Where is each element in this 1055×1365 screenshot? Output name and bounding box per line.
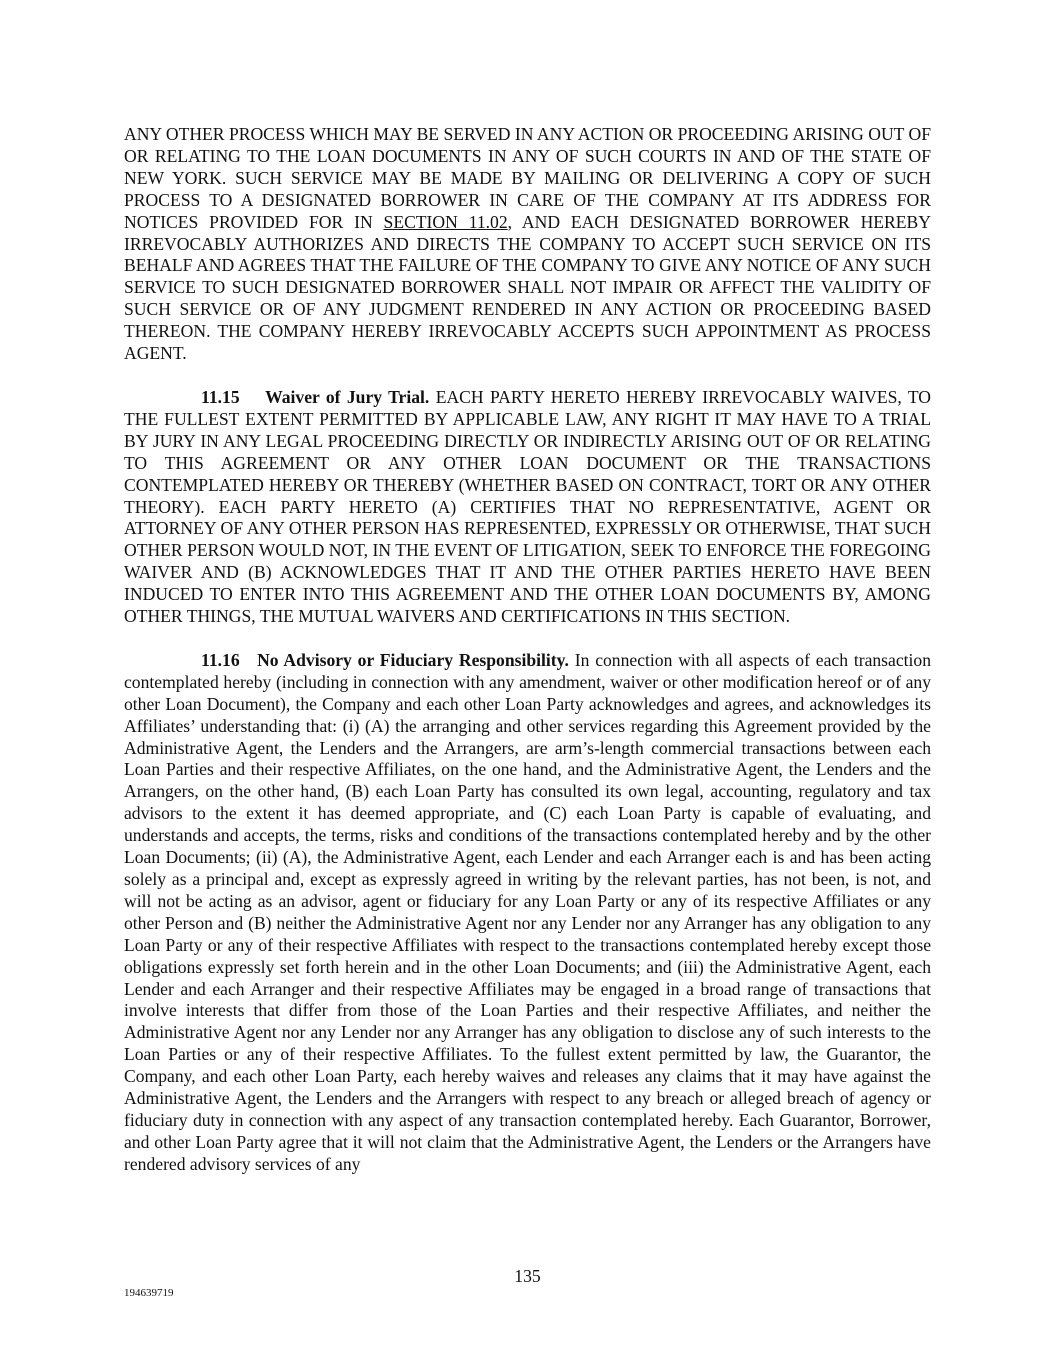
section-11-15-waiver-of-jury-trial — [124, 387, 931, 628]
paragraph-text-before-ref: ANY OTHER PROCESS WHICH MAY BE SERVED IN ANY ACTION OR PROCEEDING ARISING OUT OF OR RELATING TO THE LOAN DOCUMENTS IN ANY OF SUCH COURTS IN AND OF THE STATE OF NEW YORK. SUCH SERVICE MAY BE MADE BY MAILING OR DELIVERING A COPY OF SUCH PROCESS TO A DESIGNATED BORROWER IN CARE OF THE COMPANY AT ITS ADDRESS FOR NOTICES PROVIDED FOR IN — [124, 124, 931, 232]
document-page — [124, 124, 931, 1198]
section-number: 11.15 — [201, 386, 240, 407]
paragraph-text-after-ref: , AND EACH DESIGNATED BORROWER HEREBY IRREVOCABLY AUTHORIZES AND DIRECTS THE COMPANY TO ACCEPT SUCH SERVICE ON ITS BEHALF AND AGREES THAT THE FAILURE OF THE COMPANY TO GIVE ANY NOTICE OF ANY SUCH SERVICE TO SUCH DESIGNATED BORROWER SHALL NOT IMPAIR OR AFFECT THE VALIDITY OF SUCH SERVICE OR OF ANY JUDGMENT RENDERED IN ANY ACTION OR PROCEEDING BASED THEREON. THE COMPANY HEREBY IRREVOCABLY ACCEPTS SUCH APPOINTMENT AS PROCESS AGENT. — [124, 211, 931, 364]
paragraph-process-agent — [124, 124, 931, 365]
section-reference-link[interactable]: SECTION 11.02 — [383, 211, 508, 232]
section-body: In connection with all aspects of each transaction contemplated hereby (including in connection with any amendment, waiver or other modification hereof or of any other Loan Document), the Company and each other Loan Party acknowledges and agrees, and acknowledges its Affiliates’ understanding that: (i) (A) the arranging and other services regarding this Agreement provided by the Administrative Agent, the Lenders and the Arrangers, are arm’s-length commercial transactions between each Loan Parties and their respective Affiliates, on the one hand, and the Administrative Agent, the Lenders and the Arrangers, on the other hand, (B) each Loan Party has consulted its own legal, accounting, regulatory and tax advisors to the extent it has deemed appropriate, and (C) each Loan Party is capable of evaluating, and understands and accepts, the terms, risks and conditions of the transactions contemplated hereby and by the other Loan Documents; (ii) (A), the Administrative Agent, each Lender and each Arranger each is and has been acting solely as a principal and, except as expressly agreed in writing by the relevant parties, has not been, is not, and will not be acting as an advisor, agent or fiduciary for any Loan Party or any of its respective Affiliates or any other Person and (B) neither the Administrative Agent nor any Lender nor any Arranger has any obligation to any Loan Party or any of their respective Affiliates with respect to the transactions contemplated hereby except those obligations expressly set forth herein and in the other Loan Documents; and (iii) the Administrative Agent, each Lender and each Arranger and their respective Affiliates may be engaged in a broad range of transactions that involve interests that differ from those of the Loan Parties and their respective Affiliates, and neither the Administrative Agent nor any Lender nor any Arranger has any obligation to disclose any of such interests to the Loan Parties or any of their respective Affiliates. To the fullest extent permitted by law, the Guarantor, the Company, and each other Loan Party, each hereby waives and releases any claims that it may have against the Administrative Agent, the Lenders and the Arrangers with respect to any breach or alleged breach of agency or fiduciary duty in connection with any aspect of any transaction contemplated hereby. Each Guarantor, Borrower, and other Loan Party agree that it will not claim that the Administrative Agent, the Lenders or the Arrangers have rendered advisory services of any — [124, 649, 932, 1174]
section-number: 11.16 — [201, 649, 240, 670]
section-11-16-no-advisory-responsibility — [124, 650, 931, 1176]
section-body: EACH PARTY HERETO HEREBY IRREVOCABLY WAIVES, TO THE FULLEST EXTENT PERMITTED BY APPLICABLE LAW, ANY RIGHT IT MAY HAVE TO A TRIAL BY JURY IN ANY LEGAL PROCEEDING DIRECTLY OR INDIRECTLY ARISING OUT OF OR RELATING TO THIS AGREEMENT OR ANY OTHER LOAN DOCUMENT OR THE TRANSACTIONS CONTEMPLATED HEREBY OR THEREBY (WHETHER BASED ON CONTRACT, TORT OR ANY OTHER THEORY). EACH PARTY HERETO (A) CERTIFIES THAT NO REPRESENTATIVE, AGENT OR ATTORNEY OF ANY OTHER PERSON HAS REPRESENTED, EXPRESSLY OR OTHERWISE, THAT SUCH OTHER PERSON WOULD NOT, IN THE EVENT OF LITIGATION, SEEK TO ENFORCE THE FOREGOING WAIVER AND (B) ACKNOWLEDGES THAT IT AND THE OTHER PARTIES HERETO HAVE BEEN INDUCED TO ENTER INTO THIS AGREEMENT AND THE OTHER LOAN DOCUMENTS BY, AMONG OTHER THINGS, THE MUTUAL WAIVERS AND CERTIFICATIONS IN THIS SECTION. — [124, 386, 932, 627]
page-number: 135 — [514, 1266, 541, 1286]
section-title: Waiver of Jury Trial. — [265, 386, 430, 407]
section-title: No Advisory or Fiduciary Responsibility. — [257, 649, 569, 670]
document-id: 194639719 — [124, 1287, 174, 1299]
